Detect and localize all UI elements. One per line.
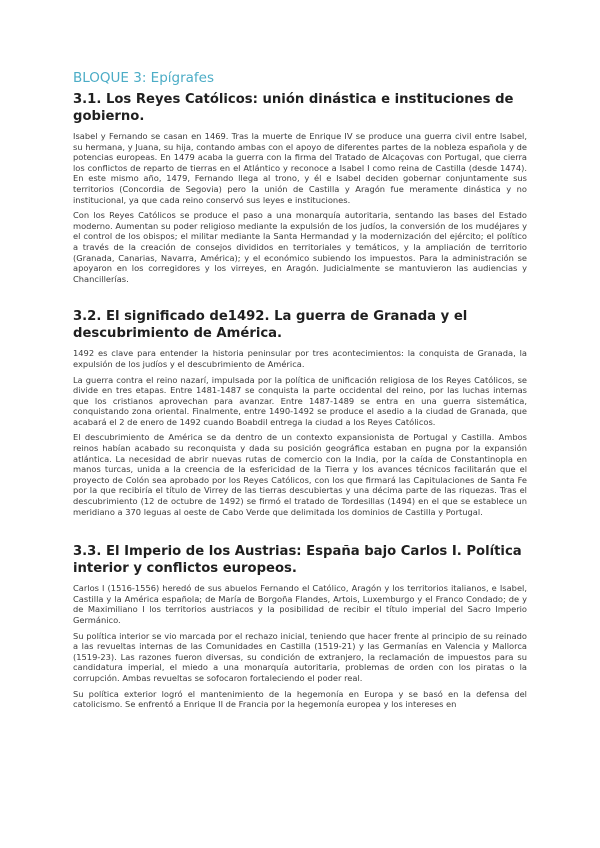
paragraph: 1492 es clave para entender la historia peninsular por tres acontecimientos: la conquista de Granada, la expulsión de los judíos y el descubrimiento de América.	[73, 348, 527, 369]
block-title: BLOQUE 3: Epígrafes	[73, 70, 215, 86]
paragraph: Con los Reyes Católicos se produce el paso a una monarquía autoritaria, sentando las bases del Estado moderno. Aumentan su poder religioso mediante la expulsión de los judíos, la conversión de los mudéjares y el control de los obispos; el militar mediante la Santa Hermandad y la modernización del ejército; el político a través de la creación de consejos divididos en territoriales y temáticos, y la ampliación de territorio (Granada, Canarias, Navarra, América); y el económico subiendo los impuestos. Para la administración se apoyaron en los corregidores y los virreyes, en Aragón. Judicialmente se mantuvieron las audiencias y Chancillerías.	[73, 210, 527, 284]
paragraph: La guerra contra el reino nazarí, impulsada por la política de unificación religiosa de los Reyes Católicos, se divide en tres etapas. Entre 1481-1487 se conquista la parte occidental del reino, por las luchas internas que los cristianos aprovechan para avanzar. Entre 1487-1489 se entra en una guerra sistemática, conquistando zona oriental. Finalmente, entre 1490-1492 se produce el asedio a la ciudad de Granada, que acabará el 2 de enero de 1492 cuando Boabdil entrega la ciudad a los Reyes Católicos.	[73, 374, 527, 427]
paragraph: Isabel y Fernando se casan en 1469. Tras la muerte de Enrique IV se produce una guerra civil entre Isabel, su hermana, y Juana, su hija, contando ambas con el apoyo de diferentes partes de la nobleza española y de potencias europeas. En 1479 acaba la guerra con la firma del Tratado de Alcaçovas con Portugal, que cierra los conflictos de reparto de tierras en el Atlántico y reconoce a Isabel I como reina de Castilla (desde 1474). En este mismo año, 1479, Fernando llega al trono, y él e Isabel deciden gobernar conjuntamente sus territorios (Concordia de Segovia) pero la unión de Castilla y Aragón fue meramente dinástica y no institucional, ya que cada reino conservó sus leyes e instituciones.	[73, 131, 527, 205]
paragraph: Carlos I (1516-1556) heredó de sus abuelos Fernando el Católico, Aragón y los territorios italianos, e Isabel, Castilla y la América española; de María de Borgoña Flandes, Artois, Luxemburgo y el Franco Condado; de y de Maximiliano I los territorios austriacos y la posibilidad de recibir el título imperial del Sacro Imperio Germánico.	[73, 583, 527, 625]
section-2	[73, 308, 527, 517]
document-page	[73, 70, 527, 715]
section-1	[73, 91, 527, 284]
paragraph: Su política exterior logró el mantenimiento de la hegemonía en Europa y se basó en la defensa del catolicismo. Se enfrentó a Enrique II de Francia por la hegemonía europea y los intereses en	[73, 688, 527, 710]
section-title: 3.1. Los Reyes Católicos: unión dinástica e instituciones de gobierno.	[73, 92, 514, 124]
section-3	[73, 543, 527, 710]
paragraph: El descubrimiento de América se da dentro de un contexto expansionista de Portugal y Castilla. Ambos reinos habían acabado su reconquista y dada su posición geográfica estaban en pugna por la expansión atlántica. La necesidad de abrir nuevas rutas de comercio con la India, por la caída de Constantinopla en manos turcas, unida a la creencia de la esfericidad de la Tierra y los avances técnicos facilitarán que el proyecto de Colón sea aprobado por los Reyes Católicos, con los que firmará las Capitulaciones de Santa Fe por la que recibiría el título de Virrey de las tierras descubiertas y una décima parte de las riquezas. Tras el descubrimiento (12 de octubre de 1492) se firmó el tratado de Tordesillas (1494) en el que se establece un meridiano a 370 leguas al oeste de Cabo Verde que delimitada los dominios de Castilla y Portugal.	[73, 432, 527, 517]
paragraph: Su política interior se vio marcada por el rechazo inicial, teniendo que hacer frente al principio de su reinado a las revueltas internas de las Comunidades en Castilla (1519-21) y las Germanías en Valencia y Mallorca (1519-23). Las razones fueron diversas, su condición de extranjero, la reclamación de impuestos para su candidatura imperial, el miedo a una monarquía autoritaria, problemas de orden con los piratas o la corrupción. Ambas revueltas se sofocaron fortaleciendo el poder real.	[73, 630, 527, 683]
section-title: 3.3. El Imperio de los Austrias: España bajo Carlos I. Política interior y conflictos europeos.	[73, 544, 522, 577]
section-title: 3.2. El significado de1492. La guerra de Granada y el descubrimiento de América.	[73, 309, 468, 342]
